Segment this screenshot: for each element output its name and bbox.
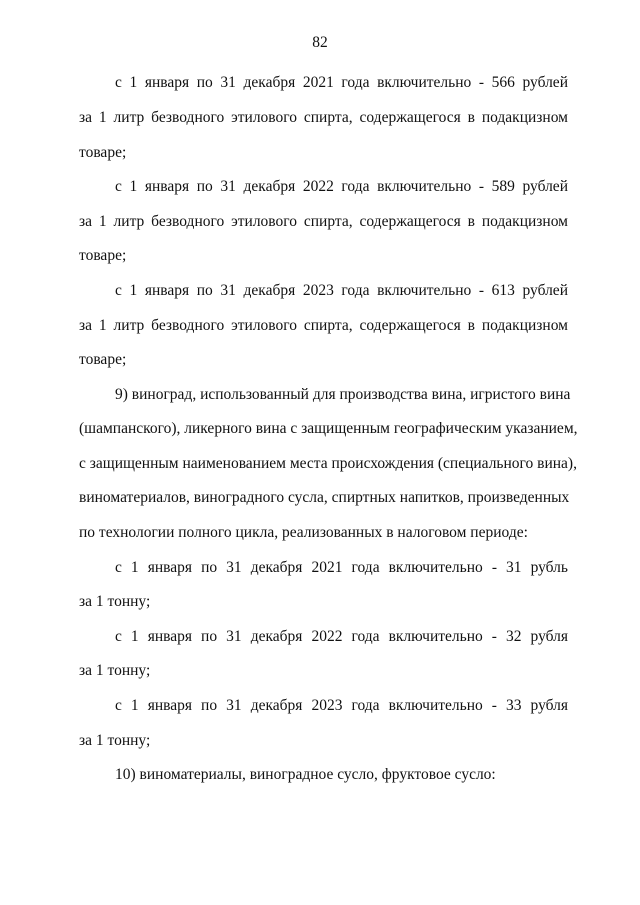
text-line: с 1 января по 31 декабря 2023 года включительно - 33 рубля bbox=[115, 697, 568, 714]
page-number: 82 bbox=[312, 34, 328, 51]
text-line: с 1 января по 31 декабря 2022 года включительно - 32 рубля bbox=[115, 628, 568, 645]
text-line: виноматериалов, виноградного сусла, спиртных напитков, произведенных bbox=[79, 489, 570, 506]
text-line: за 1 литр безводного этилового спирта, содержащегося в подакцизном bbox=[79, 317, 568, 334]
text-line: за 1 литр безводного этилового спирта, содержащегося в подакцизном bbox=[79, 109, 568, 126]
text-line: товаре; bbox=[79, 351, 127, 368]
text-line: за 1 литр безводного этилового спирта, содержащегося в подакцизном bbox=[79, 213, 568, 230]
text-line: товаре; bbox=[79, 144, 127, 161]
text-line: за 1 тонну; bbox=[79, 732, 151, 749]
text-line: 9) виноград, использованный для производства вина, игристого вина bbox=[115, 386, 571, 403]
text-line: товаре; bbox=[79, 247, 127, 264]
text-line: 10) виноматериалы, виноградное сусло, фруктовое сусло: bbox=[115, 766, 496, 783]
text-line: за 1 тонну; bbox=[79, 593, 151, 610]
text-line: с 1 января по 31 декабря 2023 года включительно - 613 рублей bbox=[115, 282, 568, 299]
text-line: с 1 января по 31 декабря 2021 года включительно - 31 рубль bbox=[115, 559, 568, 576]
text-line: по технологии полного цикла, реализованных в налоговом периоде: bbox=[79, 524, 528, 541]
text-line: за 1 тонну; bbox=[79, 662, 151, 679]
text-line: (шампанского), ликерного вина с защищенным географическим указанием, bbox=[79, 420, 578, 437]
text-line: с 1 января по 31 декабря 2021 года включительно - 566 рублей bbox=[115, 74, 568, 91]
text-line: с защищенным наименованием места происхождения (специального вина), bbox=[79, 455, 577, 472]
text-line: с 1 января по 31 декабря 2022 года включительно - 589 рублей bbox=[115, 178, 568, 195]
